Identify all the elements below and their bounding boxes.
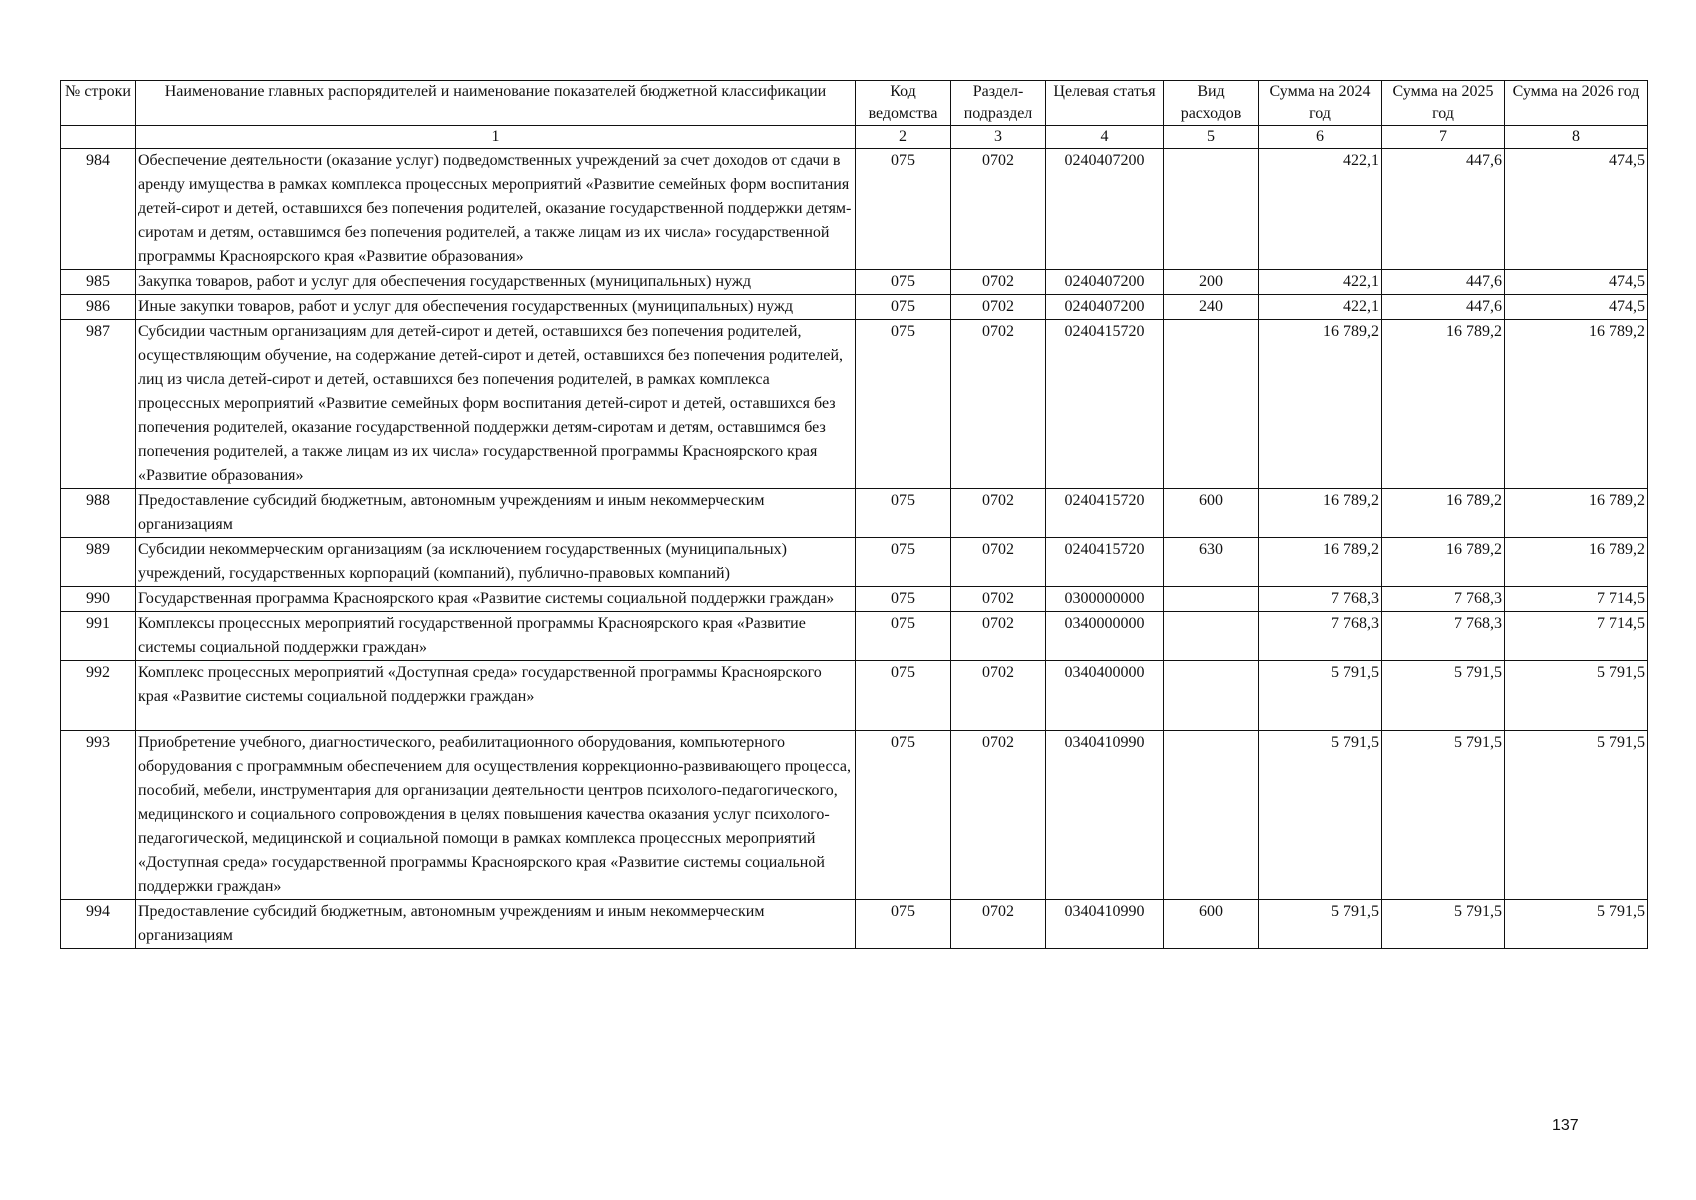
row-expense-type <box>1164 731 1259 900</box>
row-target-article: 0240415720 <box>1046 538 1164 587</box>
row-sum-2024: 5 791,5 <box>1259 731 1382 900</box>
header-department-code: Код ведомства <box>856 81 951 126</box>
header-numbers-row <box>61 126 1648 149</box>
row-sum-2025: 16 789,2 <box>1382 538 1505 587</box>
row-expense-type: 600 <box>1164 900 1259 949</box>
row-expense-type <box>1164 320 1259 489</box>
row-name: Иные закупки товаров, работ и услуг для обеспечения государственных (муниципальных) нужд <box>136 295 856 320</box>
header-name: Наименование главных распорядителей и наименование показателей бюджетной классификации <box>136 81 856 126</box>
table-row <box>61 538 1648 587</box>
row-number: 993 <box>61 731 136 900</box>
header-number-cell: 6 <box>1259 126 1382 149</box>
table-row <box>61 489 1648 538</box>
row-section: 0702 <box>951 270 1046 295</box>
row-department-code: 075 <box>856 900 951 949</box>
row-target-article: 0340410990 <box>1046 900 1164 949</box>
row-name: Приобретение учебного, диагностического, реабилитационного оборудования, компьютерного оборудования с программным обеспечением для осуществления коррекционно-развивающего процесса, пособий, мебели, инструментария для организации деятельности центров психолого-педагогического, медицинского и социального сопровождения в целях повышения качества оказания услуг психолого-педагогической, медицинской и социальной помощи в рамках комплекса процессных мероприятий «Доступная среда» государственной программы Красноярского края «Развитие системы социальной поддержки граждан» <box>136 731 856 900</box>
table-row <box>61 900 1648 949</box>
row-section: 0702 <box>951 900 1046 949</box>
row-section: 0702 <box>951 489 1046 538</box>
row-number: 991 <box>61 612 136 661</box>
row-number: 986 <box>61 295 136 320</box>
header-row-number: № строки <box>61 81 136 126</box>
row-department-code: 075 <box>856 295 951 320</box>
row-department-code: 075 <box>856 612 951 661</box>
row-sum-2025: 447,6 <box>1382 270 1505 295</box>
row-sum-2025: 447,6 <box>1382 295 1505 320</box>
row-target-article: 0340410990 <box>1046 731 1164 900</box>
row-sum-2026: 7 714,5 <box>1505 612 1648 661</box>
row-sum-2024: 422,1 <box>1259 149 1382 270</box>
row-number: 992 <box>61 661 136 731</box>
row-sum-2024: 16 789,2 <box>1259 489 1382 538</box>
row-sum-2024: 7 768,3 <box>1259 612 1382 661</box>
table-row <box>61 149 1648 270</box>
row-department-code: 075 <box>856 320 951 489</box>
row-name: Государственная программа Красноярского края «Развитие системы социальной поддержки граждан» <box>136 587 856 612</box>
row-sum-2024: 422,1 <box>1259 295 1382 320</box>
header-number-cell: 7 <box>1382 126 1505 149</box>
row-sum-2026: 7 714,5 <box>1505 587 1648 612</box>
row-name: Субсидии некоммерческим организациям (за исключением государственных (муниципальных) учреждений, государственных корпораций (компаний), публично-правовых компаний) <box>136 538 856 587</box>
row-sum-2026: 474,5 <box>1505 149 1648 270</box>
row-section: 0702 <box>951 320 1046 489</box>
row-sum-2026: 5 791,5 <box>1505 900 1648 949</box>
row-section: 0702 <box>951 612 1046 661</box>
table-row <box>61 270 1648 295</box>
row-number: 985 <box>61 270 136 295</box>
row-expense-type <box>1164 587 1259 612</box>
row-sum-2024: 422,1 <box>1259 270 1382 295</box>
row-expense-type <box>1164 149 1259 270</box>
page-number: 137 <box>1552 1117 1579 1134</box>
row-target-article: 0240415720 <box>1046 489 1164 538</box>
row-sum-2024: 5 791,5 <box>1259 661 1382 731</box>
row-number: 994 <box>61 900 136 949</box>
row-target-article: 0240407200 <box>1046 295 1164 320</box>
row-expense-type: 630 <box>1164 538 1259 587</box>
row-sum-2026: 5 791,5 <box>1505 731 1648 900</box>
row-number: 984 <box>61 149 136 270</box>
row-sum-2025: 5 791,5 <box>1382 661 1505 731</box>
row-name: Комплексы процессных мероприятий государственной программы Красноярского края «Развитие системы социальной поддержки граждан» <box>136 612 856 661</box>
row-number: 988 <box>61 489 136 538</box>
row-section: 0702 <box>951 587 1046 612</box>
row-target-article: 0240407200 <box>1046 270 1164 295</box>
row-sum-2026: 16 789,2 <box>1505 538 1648 587</box>
row-sum-2026: 474,5 <box>1505 295 1648 320</box>
header-sum-2024: Сумма на 2024 год <box>1259 81 1382 126</box>
header-sum-2025: Сумма на 2025 год <box>1382 81 1505 126</box>
budget-table-page <box>60 80 1648 949</box>
row-number: 989 <box>61 538 136 587</box>
row-sum-2025: 5 791,5 <box>1382 900 1505 949</box>
header-number-cell: 4 <box>1046 126 1164 149</box>
row-target-article: 0340000000 <box>1046 612 1164 661</box>
row-name: Обеспечение деятельности (оказание услуг) подведомственных учреждений за счет доходов от сдачи в аренду имущества в рамках комплекса процессных мероприятий «Развитие семейных форм воспитания детей-сирот и детей, оставшихся без попечения родителей, оказание государственной поддержки детям-сиротам и детям, оставшимся без попечения родителей, а также лицам из их числа» государственной программы Красноярского края «Развитие образования» <box>136 149 856 270</box>
row-sum-2026: 474,5 <box>1505 270 1648 295</box>
header-row <box>61 81 1648 126</box>
row-sum-2024: 16 789,2 <box>1259 538 1382 587</box>
row-target-article: 0240407200 <box>1046 149 1164 270</box>
row-section: 0702 <box>951 661 1046 731</box>
row-number: 990 <box>61 587 136 612</box>
header-number-cell: 3 <box>951 126 1046 149</box>
row-sum-2025: 447,6 <box>1382 149 1505 270</box>
header-target-article: Целевая статья <box>1046 81 1164 126</box>
table-row <box>61 661 1648 731</box>
row-section: 0702 <box>951 149 1046 270</box>
row-name: Субсидии частным организациям для детей-сирот и детей, оставшихся без попечения родителей, осуществляющим обучение, на содержание детей-сирот и детей, оставшихся без попечения родителей, лиц из числа детей-сирот и детей, оставшихся без попечения родителей, в рамках комплекса процессных мероприятий «Развитие семейных форм воспитания детей-сирот и детей, оставшихся без попечения родителей, оказание государственной поддержки детям-сиротам и детям, оставшимся без попечения родителей, а также лицам из их числа» государственной программы Красноярского края «Развитие образования» <box>136 320 856 489</box>
row-section: 0702 <box>951 731 1046 900</box>
header-section: Раздел-подраздел <box>951 81 1046 126</box>
row-target-article: 0300000000 <box>1046 587 1164 612</box>
row-name: Предоставление субсидий бюджетным, автономным учреждениям и иным некоммерческим организациям <box>136 489 856 538</box>
row-name: Предоставление субсидий бюджетным, автономным учреждениям и иным некоммерческим организациям <box>136 900 856 949</box>
row-expense-type <box>1164 612 1259 661</box>
row-department-code: 075 <box>856 731 951 900</box>
table-row <box>61 612 1648 661</box>
row-sum-2024: 5 791,5 <box>1259 900 1382 949</box>
row-target-article: 0240415720 <box>1046 320 1164 489</box>
row-name: Комплекс процессных мероприятий «Доступная среда» государственной программы Красноярского края «Развитие системы социальной поддержки граждан» <box>136 661 856 731</box>
budget-table <box>60 80 1648 949</box>
row-section: 0702 <box>951 538 1046 587</box>
row-sum-2024: 16 789,2 <box>1259 320 1382 489</box>
table-row <box>61 587 1648 612</box>
row-expense-type: 200 <box>1164 270 1259 295</box>
header-sum-2026: Сумма на 2026 год <box>1505 81 1648 126</box>
row-sum-2025: 16 789,2 <box>1382 489 1505 538</box>
row-sum-2025: 7 768,3 <box>1382 587 1505 612</box>
row-name: Закупка товаров, работ и услуг для обеспечения государственных (муниципальных) нужд <box>136 270 856 295</box>
row-sum-2026: 16 789,2 <box>1505 489 1648 538</box>
row-number: 987 <box>61 320 136 489</box>
header-number-cell <box>61 126 136 149</box>
row-sum-2024: 7 768,3 <box>1259 587 1382 612</box>
row-section: 0702 <box>951 295 1046 320</box>
row-department-code: 075 <box>856 538 951 587</box>
table-row <box>61 731 1648 900</box>
row-sum-2025: 7 768,3 <box>1382 612 1505 661</box>
row-department-code: 075 <box>856 587 951 612</box>
header-number-cell: 1 <box>136 126 856 149</box>
row-expense-type: 240 <box>1164 295 1259 320</box>
row-department-code: 075 <box>856 149 951 270</box>
row-sum-2025: 16 789,2 <box>1382 320 1505 489</box>
row-expense-type: 600 <box>1164 489 1259 538</box>
table-row <box>61 320 1648 489</box>
row-expense-type <box>1164 661 1259 731</box>
row-sum-2026: 5 791,5 <box>1505 661 1648 731</box>
row-department-code: 075 <box>856 661 951 731</box>
row-sum-2026: 16 789,2 <box>1505 320 1648 489</box>
header-number-cell: 2 <box>856 126 951 149</box>
row-department-code: 075 <box>856 489 951 538</box>
row-sum-2025: 5 791,5 <box>1382 731 1505 900</box>
row-department-code: 075 <box>856 270 951 295</box>
table-row <box>61 295 1648 320</box>
row-target-article: 0340400000 <box>1046 661 1164 731</box>
header-number-cell: 5 <box>1164 126 1259 149</box>
header-expense-type: Вид расходов <box>1164 81 1259 126</box>
header-number-cell: 8 <box>1505 126 1648 149</box>
